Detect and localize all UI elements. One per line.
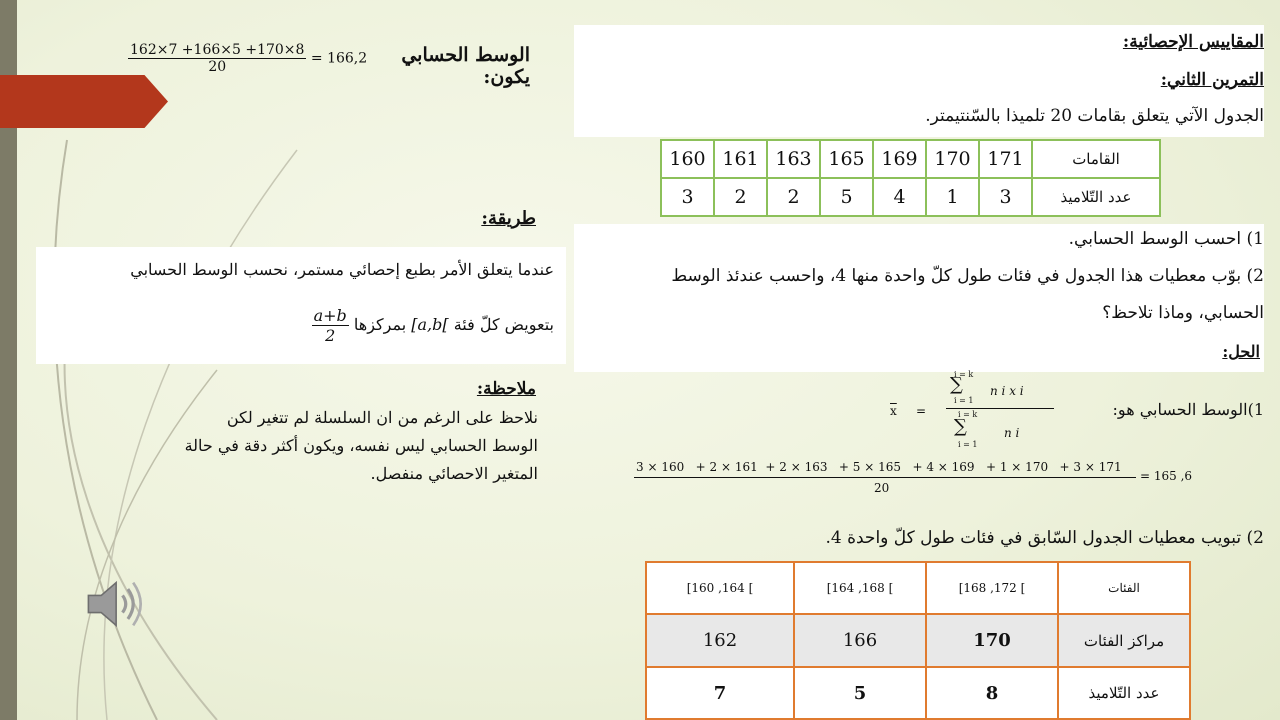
table-cell: 5 [820, 178, 873, 216]
classes-table [645, 561, 1191, 720]
fraction-numerator: a+b [313, 306, 347, 325]
row-label: الفئات [1058, 562, 1190, 614]
fraction-denominator: 2 [325, 326, 336, 345]
solution-title: الحل: [1222, 342, 1260, 361]
method-line2 [40, 306, 554, 345]
table-cell: 169 [873, 140, 926, 178]
sum-upper: i = k [958, 410, 978, 419]
mean-formula [886, 370, 1076, 456]
table-cell: 8 [926, 667, 1058, 719]
row-label: مراكز الفئات [1058, 614, 1190, 667]
left-mean-fraction [128, 42, 367, 75]
table-cell: 2 [714, 178, 767, 216]
table-cell: 171 [979, 140, 1032, 178]
row-label: عدد التّلاميذ [1032, 178, 1160, 216]
exercise-title: التمرين الثاني: [1160, 70, 1264, 90]
table-cell: 7 [646, 667, 794, 719]
sum-lower: i = 1 [954, 396, 974, 405]
row-label: عدد التّلاميذ [1058, 667, 1190, 719]
table-cell: [164 ,168 [ [794, 562, 926, 614]
calc-denominator: 20 [874, 481, 890, 495]
sum-symbol: ∑ [950, 374, 963, 395]
left-mean-label: الوسط الحسابي يكون: [401, 44, 530, 88]
grouping-title: 2) تبويب معطيات الجدول السّابق في فئات طول كلّ واحدة 4. [825, 528, 1264, 548]
table-cell: [168 ,172 [ [926, 562, 1058, 614]
numerator-term: n i x i [990, 384, 1024, 398]
row-label: القامات [1032, 140, 1160, 178]
slide-title: المقاييس الإحصائية: [1122, 32, 1264, 52]
method-line1: عندما يتعلق الأمر بطبع إحصائي مستمر، نحسب الوسط الحسابي [130, 260, 554, 279]
table-cell: 161 [714, 140, 767, 178]
question-2-line1: 2) بوّب معطيات هذا الجدول في فئات طول كلّ واحدة منها 4، واحسب عندئذ الوسط [671, 266, 1264, 286]
table-cell: 165 [820, 140, 873, 178]
left-mean-result: = 166,2 [310, 50, 368, 67]
table-cell: 4 [873, 178, 926, 216]
calc-line [634, 477, 1136, 478]
sum-lower: i = 1 [958, 440, 978, 449]
fraction-denominator: 20 [208, 59, 227, 75]
sum-symbol: ∑ [954, 416, 967, 437]
method-title: طريقة: [481, 208, 536, 229]
table-cell: 2 [767, 178, 820, 216]
table-cell: 166 [794, 614, 926, 667]
method-fraction [312, 306, 349, 345]
method-center: بمركزها [353, 315, 407, 334]
note-line1: نلاحظ على الرغم من ان السلسلة لم تتغير لكن [226, 408, 538, 427]
fraction [128, 42, 306, 75]
table-row [646, 614, 1190, 667]
table-cell: 163 [767, 140, 820, 178]
heights-table [660, 139, 1161, 217]
calc-numerator: 3 × 160 + 2 × 161 + 2 × 163 + 5 × 165 + 4 × 169 + 1 × 170 + 3 × 171 [636, 460, 1122, 474]
speaker-icon[interactable] [82, 572, 146, 636]
note-line2: الوسط الحسابي ليس نفسه، ويكون أكثر دقة في حالة [184, 436, 538, 455]
table-row [646, 562, 1190, 614]
table-cell: 5 [794, 667, 926, 719]
table-row [646, 667, 1190, 719]
method-interval: [a,b[ [411, 315, 449, 334]
method-text: بتعويض كلّ فئة [453, 315, 554, 334]
table-cell: 170 [926, 140, 979, 178]
table-cell: 3 [979, 178, 1032, 216]
mean-label: 1)الوسط الحسابي هو: [1112, 400, 1264, 419]
table-row [661, 178, 1160, 216]
question-2-line2: الحسابي، وماذا تلاحظ؟ [1102, 303, 1264, 323]
fraction-numerator: 162×7 +166×5 +170×8 [130, 42, 305, 58]
question-1: 1) احسب الوسط الحسابي. [1068, 229, 1264, 249]
sum-upper: i = k [954, 370, 974, 379]
xbar-symbol: $\overline{x}$ [890, 404, 897, 418]
calc-result: = 165 ,6 [1140, 469, 1193, 483]
intro-text: الجدول الآتي يتعلق بقامات 20 تلميذا بالسّنتيمتر. [925, 106, 1264, 126]
table-cell: [160 ,164 [ [646, 562, 794, 614]
table-cell: 3 [661, 178, 714, 216]
table-cell: 170 [926, 614, 1058, 667]
table-cell: 162 [646, 614, 794, 667]
note-title: ملاحظة: [476, 379, 536, 399]
table-cell: 1 [926, 178, 979, 216]
table-cell: 160 [661, 140, 714, 178]
fraction-line [946, 408, 1054, 409]
denominator-term: n i [1004, 426, 1020, 440]
note-line3: المتغير الاحصائي منفصل. [370, 464, 538, 483]
table-row [661, 140, 1160, 178]
equals-sign: = [916, 404, 927, 418]
